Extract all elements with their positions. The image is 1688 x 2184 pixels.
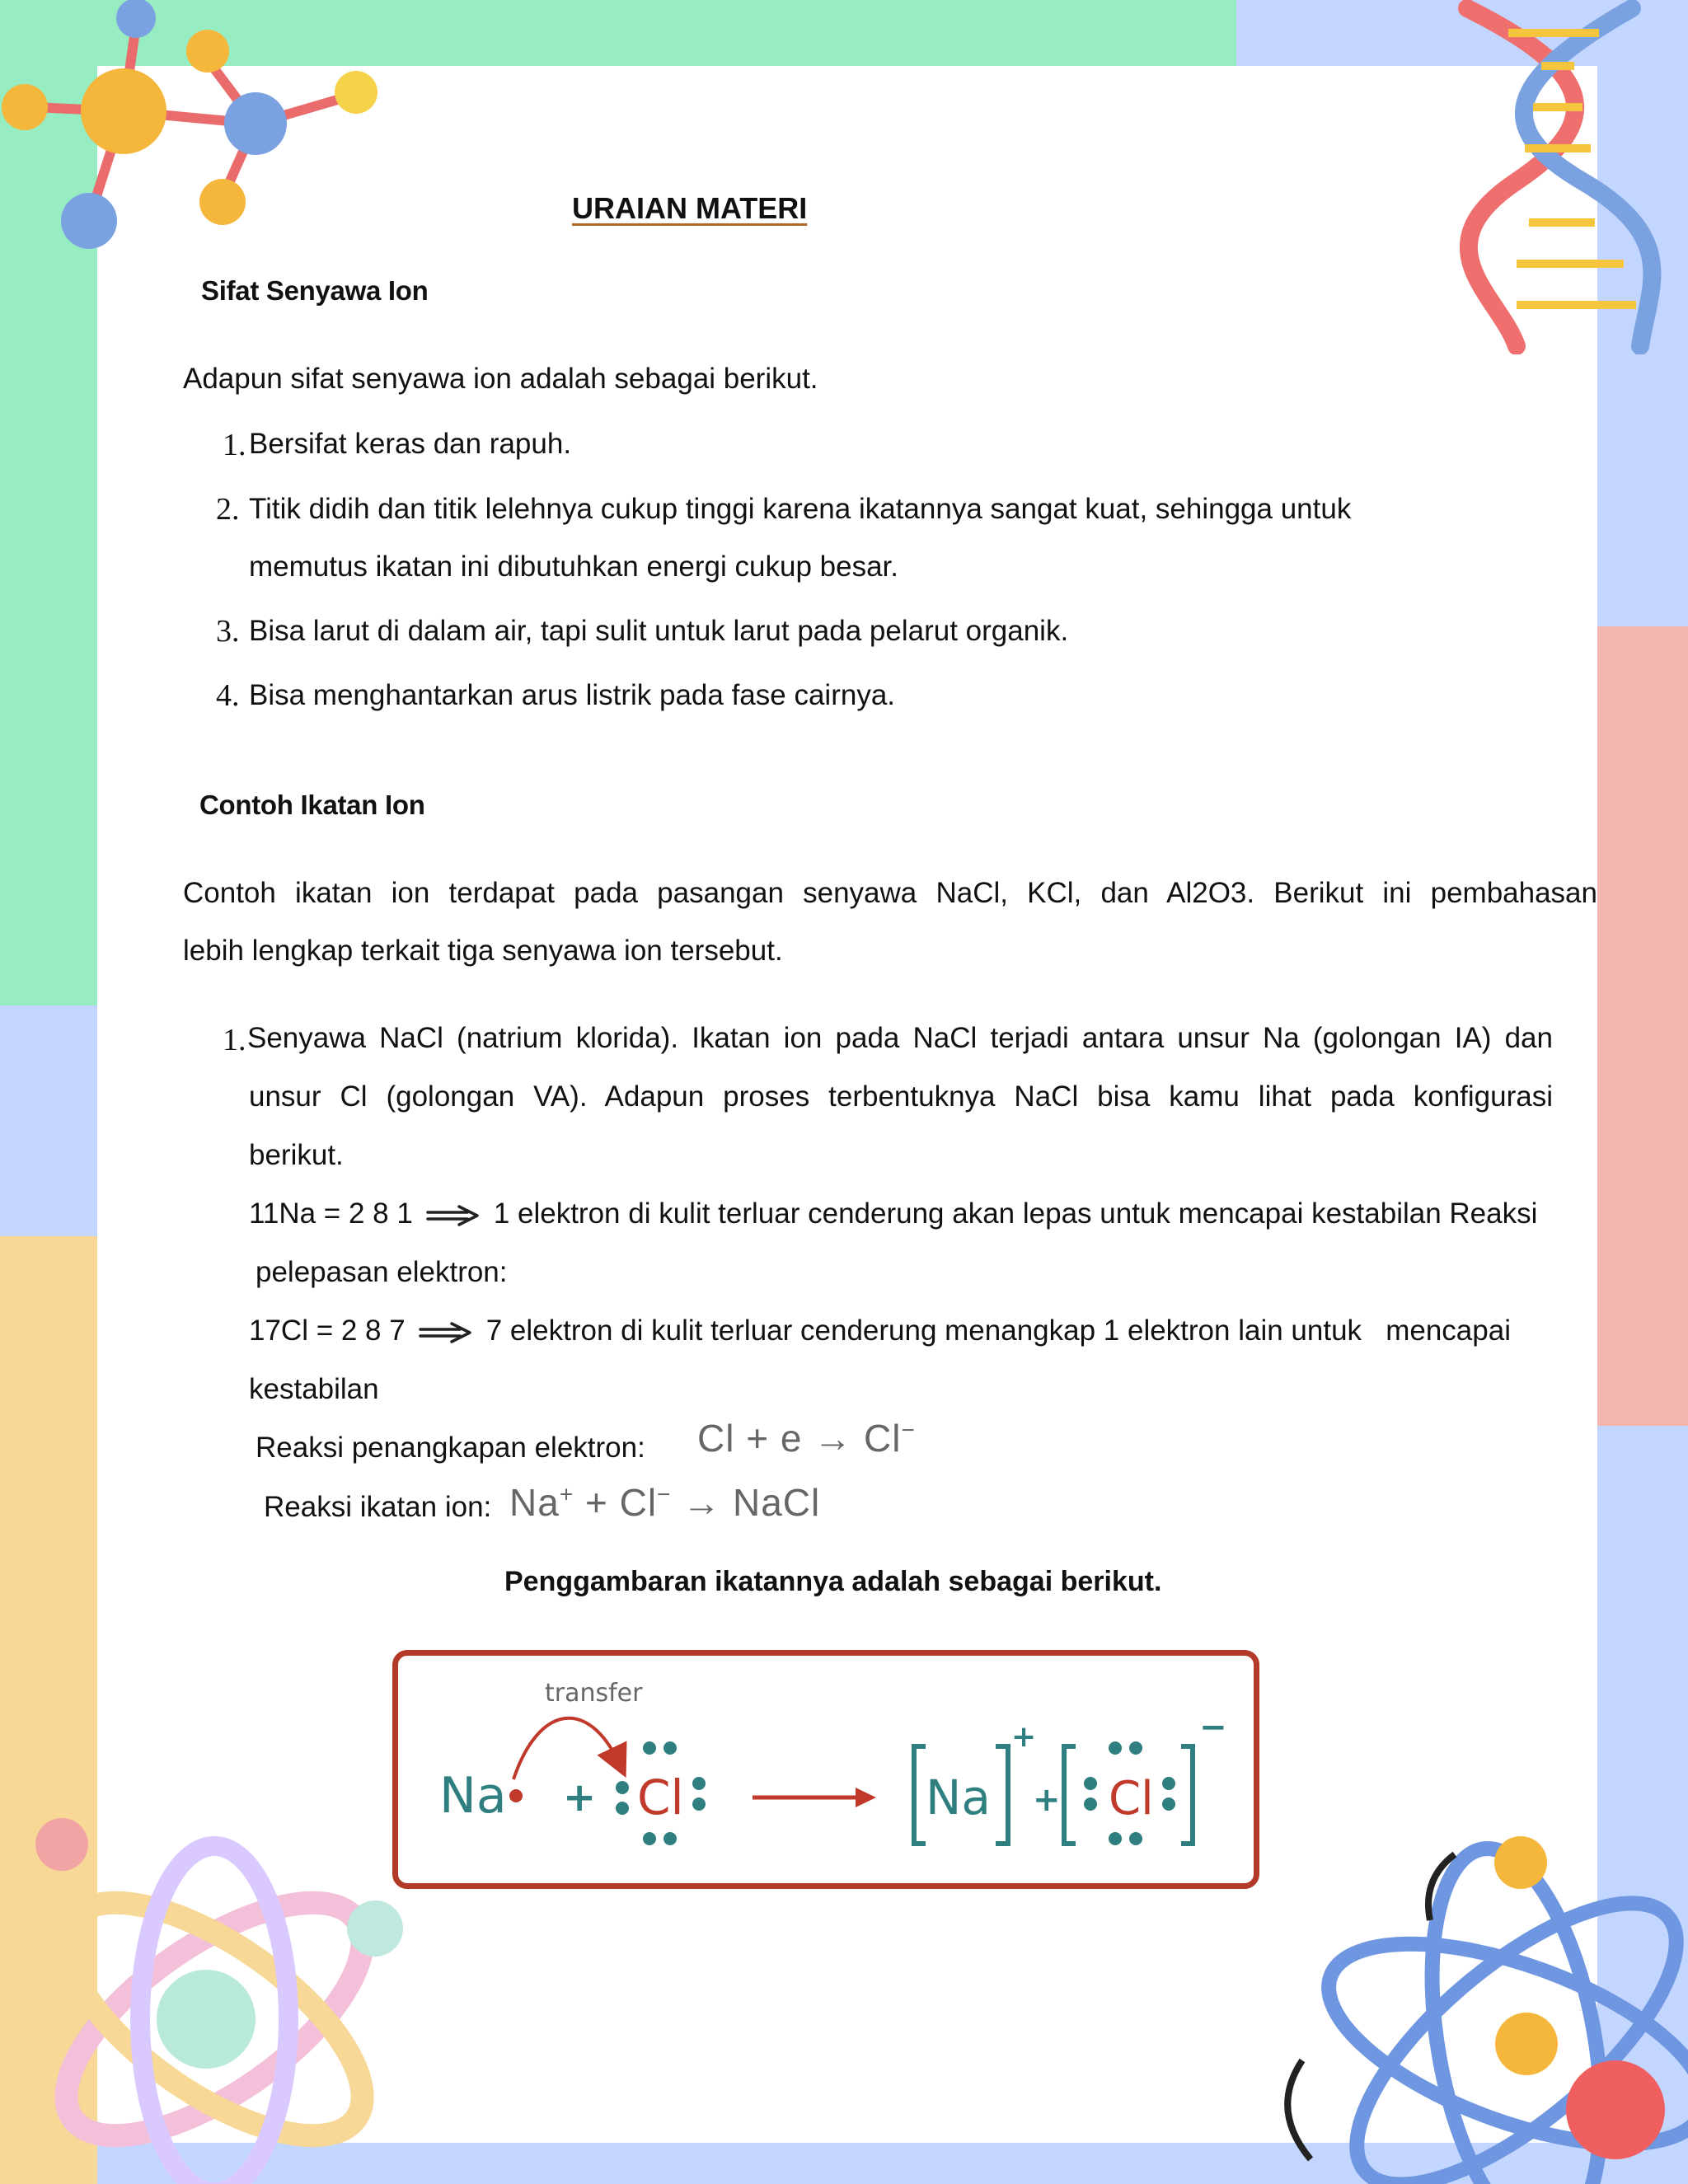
section2-intro-line2: lebih lengkap terkait tiga senyawa ion tersebut. (183, 935, 783, 967)
cl-configuration: 17Cl = 2 8 7 (249, 1315, 406, 1347)
list-item-nacl-line1: Senyawa NaCl (natrium klorida). Ikatan ion pada NaCl terjadi antara unsur Na (golongan IA) dan (247, 1022, 1553, 1054)
ionic-reaction-label: Reaksi ikatan ion: (264, 1491, 492, 1523)
cl-ion-symbol: Cl (1109, 1772, 1154, 1825)
list-number: 3. (216, 614, 240, 649)
capture-reaction-equation (697, 1416, 916, 1460)
na-configuration: 11Na = 2 8 1 (249, 1197, 413, 1230)
charge-superscript: + (559, 1481, 574, 1507)
cl-symbol: Cl (637, 1769, 684, 1825)
transfer-arrow (513, 1718, 619, 1779)
na-symbol: Na (439, 1767, 507, 1825)
section-heading-contoh: Contoh Ikatan Ion (199, 790, 425, 820)
transfer-label: transfer (545, 1679, 643, 1708)
arrow-right-icon (417, 1320, 475, 1345)
dna-illustration (1451, 0, 1688, 354)
capture-reaction-label: Reaksi penangkapan elektron: (256, 1432, 645, 1464)
page-title: URAIAN MATERI (572, 191, 808, 225)
cl-description-cont: kestabilan (249, 1373, 379, 1405)
list-number: 1. (223, 1023, 246, 1057)
section-heading-sifat: Sifat Senyawa Ion (201, 275, 429, 306)
reaction-arrow: → (671, 1481, 733, 1524)
cl-description: 7 elektron di kulit terluar cenderung menangkap 1 elektron lain untuk mencapai (485, 1315, 1511, 1347)
cl-ion-charge: − (1199, 1708, 1227, 1746)
diagram-caption: Penggambaran ikatannya adalah sebagai berikut. (504, 1566, 1162, 1597)
lewis-structure-diagram (398, 1656, 1254, 1883)
list-item-nacl-line3: berikut. (249, 1139, 344, 1171)
na-description-cont: pelepasan elektron: (256, 1256, 508, 1288)
section2-intro-line1: Contoh ikatan ion terdapat pada pasangan senyawa NaCl, KCl, dan Al2O3. Berikut ini pembahasan (183, 877, 1597, 909)
ionic-bond-diagram (392, 1650, 1259, 1889)
na-ion-charge: + (1011, 1720, 1037, 1754)
bracket-right (1181, 1746, 1193, 1844)
list-number: 1. (223, 428, 246, 462)
equation-term: Na (509, 1481, 560, 1524)
arrow-right-icon (424, 1203, 482, 1228)
list-item: Titik didih dan titik lelehnya cukup tinggi karena ikatannya sangat kuat, sehingga untuk (249, 493, 1352, 525)
list-item: Bisa menghantarkan arus listrik pada fase cairnya. (249, 679, 896, 711)
charge-superscript: − (901, 1417, 916, 1443)
list-item: Bisa larut di dalam air, tapi sulit untuk larut pada pelarut organik. (249, 615, 1069, 647)
na-valence-electron (509, 1789, 523, 1802)
bracket-right (996, 1746, 1008, 1844)
cl-configuration-line (249, 1301, 1511, 1361)
bracket-left (914, 1746, 926, 1844)
plus-sign: + (1033, 1781, 1061, 1819)
list-item: Bersifat keras dan rapuh. (249, 428, 572, 460)
arrow-head-icon (856, 1788, 876, 1807)
section1-intro: Adapun sifat senyawa ion adalah sebagai berikut. (183, 363, 818, 395)
equation-term: + Cl (574, 1481, 658, 1524)
reaction-arrow: → (802, 1417, 865, 1460)
ionic-reaction-equation (509, 1480, 820, 1525)
list-number: 2. (216, 492, 240, 527)
molecule-illustration (0, 0, 396, 264)
list-number: 4. (216, 678, 240, 713)
equation-term: Cl (864, 1417, 902, 1460)
na-description: 1 elektron di kulit terluar cenderung akan lepas untuk mencapai kestabilan Reaksi (493, 1197, 1538, 1230)
na-ion-symbol: Na (926, 1769, 991, 1825)
na-configuration-line (249, 1184, 1537, 1244)
list-item-continuation: memutus ikatan ini dibutuhkan energi cukup besar. (249, 551, 898, 583)
bracket-left (1064, 1746, 1076, 1844)
plus-sign: + (563, 1774, 597, 1821)
equation-term: Cl + e (697, 1417, 803, 1460)
atom-illustration-right (1269, 1805, 1688, 2184)
list-item-nacl-line2: unsur Cl (golongan VA). Adapun proses terbentuknya NaCl bisa kamu lihat pada konfigurasi (249, 1080, 1553, 1113)
equation-term: NaCl (732, 1481, 821, 1524)
charge-superscript: − (657, 1481, 672, 1507)
